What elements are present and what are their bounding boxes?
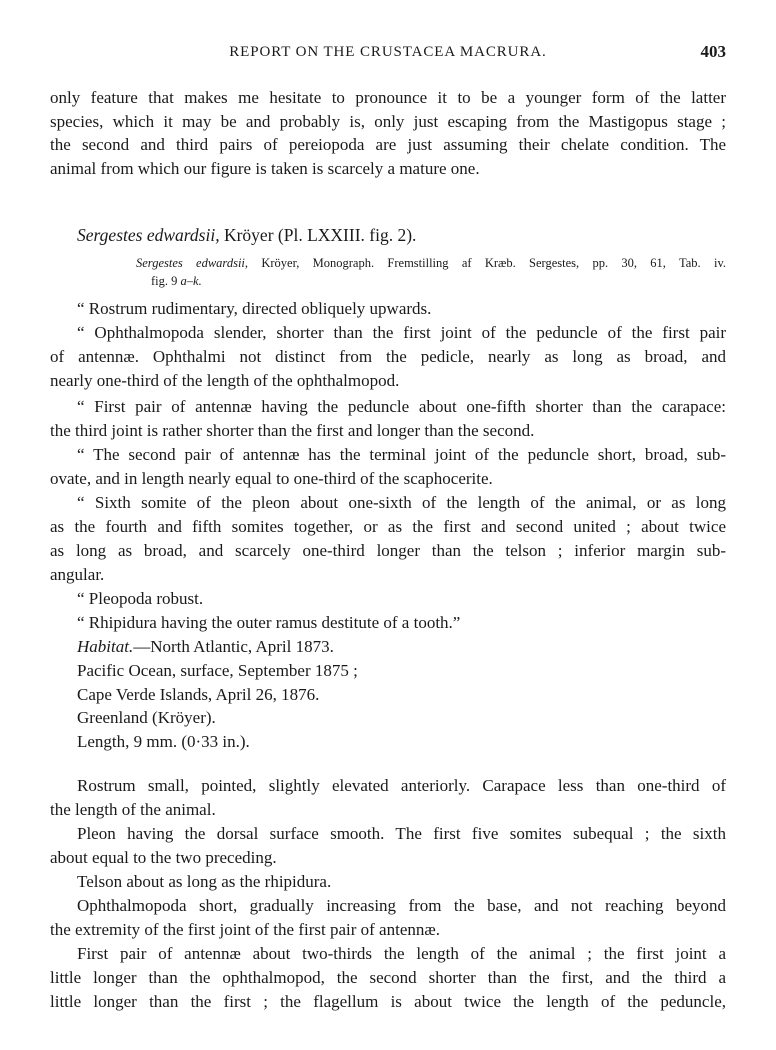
quote-line: “ First pair of antennæ having the peduncle about one-fifth shorter than the carapace: (77, 397, 726, 416)
intro-line: the second and third pairs of pereiopoda are just assuming their chelate condition. The (50, 135, 726, 154)
description-line: about equal to the two preceding. (50, 848, 277, 867)
habitat-line: Length, 9 mm. (0·33 in.). (77, 732, 250, 751)
quote-line: as the fourth and fifth somites together, or as the first and second united ; about twice (50, 517, 726, 536)
quote-line: “ Pleopoda robust. (77, 589, 204, 608)
quote-line: the third joint is rather shorter than the first and longer than the second. (50, 421, 535, 440)
quote-line: as long as broad, and scarcely one-third longer than the telson ; inferior margin sub- (50, 541, 726, 560)
habitat-line: Pacific Ocean, surface, September 1875 ; (77, 661, 358, 680)
reference-line (136, 254, 726, 272)
reference-species-name: Sergestes edwardsii, (136, 256, 249, 270)
description-line: Pleon having the dorsal surface smooth. The first five somites subequal ; the sixth (77, 824, 726, 843)
description-line: Ophthalmopoda short, gradually increasing from the base, and not reaching beyond (77, 896, 726, 915)
reference-citation: Kröyer, Monograph. Fremstilling af Kræb. Sergestes, pp. 30, 61, Tab. iv. (248, 256, 727, 270)
quote-line: “ Ophthalmopoda slender, shorter than the first joint of the peduncle of the first pair (77, 323, 726, 342)
description-line: the extremity of the first joint of the first pair of antennæ. (50, 920, 440, 939)
habitat-line: Greenland (Kröyer). (77, 708, 216, 727)
quote-line: angular. (50, 565, 105, 584)
reference-figure: fig. 9 (151, 274, 181, 288)
intro-line: species, which it may be and probably is, only just escaping from the Mastigopus stage ; (50, 112, 726, 131)
running-head: REPORT ON THE CRUSTACEA MACRURA. (229, 44, 547, 60)
quote-line: ovate, and in length nearly equal to one-third of the scaphocerite. (50, 469, 493, 488)
habitat-label: Habitat. (77, 637, 134, 656)
description-line: little longer than the first ; the flagellum is about twice the length of the peduncle, (50, 992, 726, 1011)
quote-line: “ Rostrum rudimentary, directed obliquely upwards. (77, 299, 432, 318)
species-author-plate: Kröyer (Pl. LXXIII. fig. 2). (219, 225, 417, 245)
reference-figure-parts: a–k. (180, 274, 202, 288)
species-heading (77, 224, 416, 246)
intro-line: animal from which our figure is taken is scarcely a mature one. (50, 159, 480, 178)
quote-line: of antennæ. Ophthalmi not distinct from the pedicle, nearly as long as broad, and (50, 347, 726, 366)
intro-line: only feature that makes me hesitate to pronounce it to be a younger form of the latter (50, 88, 726, 107)
description-line: First pair of antennæ about two-thirds the length of the animal ; the first joint a (77, 944, 726, 963)
quote-line: “ Sixth somite of the pleon about one-sixth of the length of the animal, or as long (77, 493, 726, 512)
page-number: 403 (700, 42, 726, 61)
description-line: the length of the animal. (50, 800, 216, 819)
quote-line: “ Rhipidura having the outer ramus destitute of a tooth.” (77, 613, 461, 632)
habitat-first: —North Atlantic, April 1873. (133, 637, 334, 656)
quote-line: “ The second pair of antennæ has the terminal joint of the peduncle short, broad, sub- (77, 445, 726, 464)
species-name: Sergestes edwardsii, (77, 225, 220, 245)
description-line: little longer than the ophthalmopod, the second shorter than the first, and the third a (50, 968, 726, 987)
habitat-line (77, 636, 334, 658)
page-header (50, 42, 726, 66)
quote-line: nearly one-third of the length of the ophthalmopod. (50, 371, 400, 390)
description-line: Telson about as long as the rhipidura. (77, 872, 332, 891)
habitat-line: Cape Verde Islands, April 26, 1876. (77, 685, 320, 704)
description-line: Rostrum small, pointed, slightly elevated anteriorly. Carapace less than one-third of (77, 776, 726, 795)
reference-line-2 (151, 272, 202, 290)
